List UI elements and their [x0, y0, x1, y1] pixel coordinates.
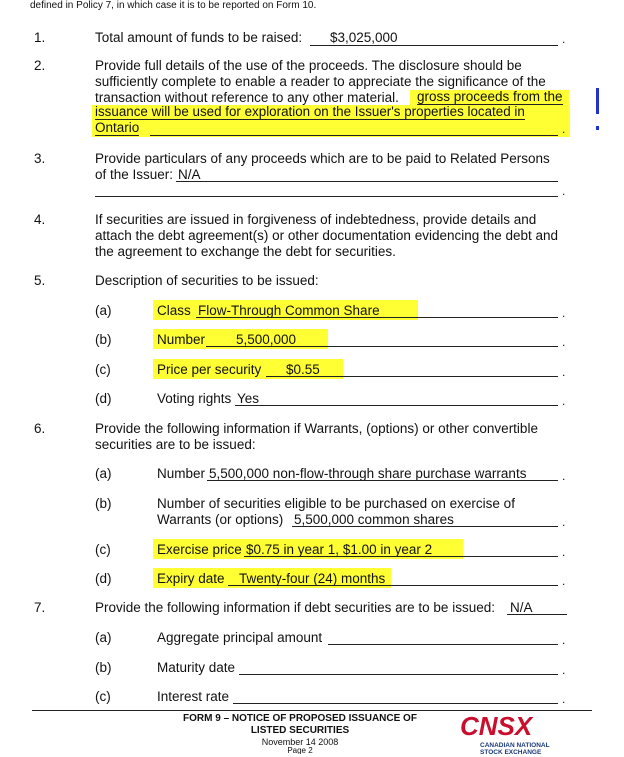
cnsx-logo-sub1: CANADIAN NATIONAL	[480, 742, 550, 749]
voting-underline	[235, 405, 558, 406]
related-persons-label: of the Issuer:	[95, 167, 174, 182]
exercise-price-underline	[244, 556, 558, 557]
funds-value: $3,025,000	[330, 30, 398, 45]
proceeds-underline	[150, 135, 558, 136]
item-number: 2.	[34, 58, 46, 73]
sub-letter: (b)	[95, 496, 112, 511]
warrants-line-1: Provide the following information if Warrants, (options) or other convertible	[95, 421, 538, 436]
footer-title-1: FORM 9 – NOTICE OF PROPOSED ISSUANCE OF	[183, 713, 417, 724]
proceeds-line-3: transaction without reference to any other material.	[95, 90, 399, 105]
item-number: 1.	[34, 30, 46, 45]
sub-letter: (c)	[95, 689, 111, 704]
item-number: 7.	[34, 600, 46, 615]
sub-letter: (c)	[95, 362, 111, 377]
sub-letter: (d)	[95, 391, 112, 406]
proceeds-line-1: Provide full details of the use of the proceeds. The disclosure should be	[95, 58, 522, 73]
class-label: Class	[157, 303, 191, 318]
debt-securities-underline	[507, 614, 567, 615]
debt-line-2: attach the debt agreement(s) or other documentation evidencing the debt and	[95, 228, 559, 243]
exercise-price-value: $0.75 in year 1, $1.00 in year 2	[246, 542, 433, 557]
expiry-label: Expiry date	[157, 571, 225, 586]
expiry-underline	[228, 585, 558, 586]
cnsx-logo-sub2: STOCK EXCHANGE	[480, 749, 542, 754]
warrants-line-2: securities are to be issued:	[95, 437, 256, 452]
exercise-price-label: Exercise price	[157, 542, 242, 557]
related-persons-question: Provide particulars of any proceeds which are to be paid to Related Persons	[95, 151, 550, 166]
cnsx-logo	[458, 708, 558, 754]
sub-letter: (c)	[95, 542, 111, 557]
number-underline	[206, 346, 558, 347]
eligible-value: 5,500,000 common shares	[294, 512, 454, 527]
sub-letter: (d)	[95, 571, 112, 586]
expiry-value: Twenty-four (24) months	[239, 571, 386, 586]
proceeds-question	[95, 58, 569, 90]
footer-title-2: LISTED SECURITIES	[250, 725, 350, 736]
item-number: 3.	[34, 151, 46, 166]
proceeds-line-2: sufficiently complete to enable a reader to appreciate the significance of the	[95, 74, 546, 89]
number-value: 5,500,000	[236, 332, 297, 347]
price-label: Price per security	[157, 362, 262, 377]
principal-underline	[328, 644, 558, 645]
number-label: Number	[157, 332, 206, 347]
sub-letter: (a)	[95, 303, 112, 318]
debt-line-3: the agreement to exchange the debt for securities.	[95, 244, 396, 259]
debt-line-1: If securities are issued in forgiveness of indebtedness, provide details and	[95, 212, 537, 227]
footer-page: Page 2	[287, 747, 313, 754]
item-number: 6.	[34, 421, 46, 436]
footer-date: November 14 2008	[261, 737, 339, 747]
debt-securities-label: Provide the following information if debt securities are to be issued:	[95, 600, 495, 615]
price-underline	[266, 376, 558, 377]
maturity-label: Maturity date	[157, 660, 236, 675]
related-persons-underline-2	[95, 196, 558, 197]
interest-rate-label: Interest rate	[157, 689, 230, 704]
margin-mark-bar	[596, 88, 599, 114]
funds-underline	[310, 45, 558, 46]
interest-rate-underline	[233, 703, 558, 704]
voting-value: Yes	[237, 391, 260, 406]
cnsx-logo-graphic	[458, 708, 558, 754]
warrant-number-value: 5,500,000 non-flow-through share purchase warrants	[209, 466, 527, 481]
class-underline	[196, 317, 558, 318]
class-value: Flow-Through Common Share	[198, 303, 380, 318]
voting-label: Voting rights	[157, 391, 232, 406]
related-persons-underline	[176, 181, 558, 182]
sub-letter: (b)	[95, 332, 112, 347]
margin-mark-dot	[596, 126, 599, 130]
price-value: $0.55	[286, 362, 320, 377]
eligible-underline	[292, 526, 558, 527]
proceeds-answer-3: Ontario	[95, 120, 140, 135]
debt-securities-value: N/A	[510, 600, 533, 615]
cnsx-logo-text: CNSX	[460, 711, 533, 741]
related-persons-value: N/A	[178, 167, 201, 182]
warrant-number-label: Number	[157, 466, 206, 481]
item-number: 4.	[34, 212, 46, 227]
eligible-label: Warrants (or options)	[157, 512, 284, 527]
proceeds-answer-1: gross proceeds from the	[417, 89, 563, 104]
funds-label: Total amount of funds to be raised:	[95, 30, 303, 45]
sub-letter: (a)	[95, 630, 112, 645]
securities-description-label: Description of securities to be issued:	[95, 273, 319, 288]
eligible-line-1: Number of securities eligible to be purchased on exercise of	[157, 496, 515, 511]
sub-letter: (b)	[95, 660, 112, 675]
item-number: 5.	[34, 273, 46, 288]
sub-letter: (a)	[95, 466, 112, 481]
warrant-number-underline	[207, 480, 558, 481]
principal-label: Aggregate principal amount	[157, 630, 323, 645]
header-text: defined in Policy 7, in which case it is to be reported on Form 10.	[30, 0, 317, 11]
proceeds-answer-2: issuance will be used for exploration on the Issuer's properties located in	[95, 104, 525, 119]
maturity-underline	[239, 674, 558, 675]
